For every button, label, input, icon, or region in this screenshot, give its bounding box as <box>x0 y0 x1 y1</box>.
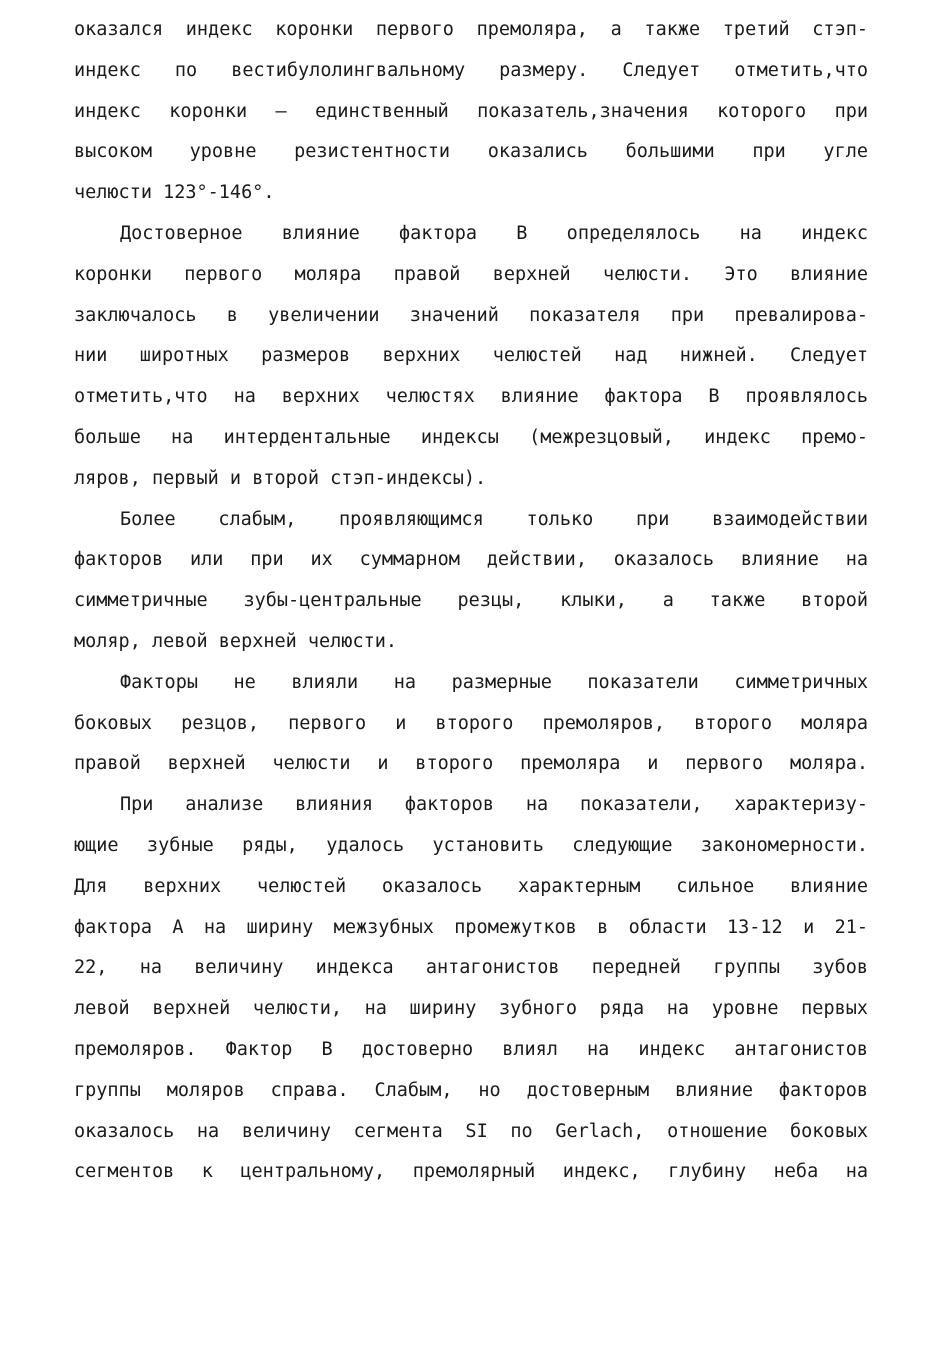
text-line: премоляров. Фактор В достоверно влиял на индекс антагонистов <box>74 1038 868 1060</box>
text-line: боковых резцов, первого и второго премоляров, второго моляра <box>74 712 868 734</box>
paragraph-1 <box>74 10 868 214</box>
text-line: При анализе влияния факторов на показатели, характеризу- <box>120 794 868 816</box>
text-line: челюсти 123°-146°. <box>74 182 275 204</box>
paragraph-4 <box>74 663 868 785</box>
text-line: правой верхней челюсти и второго премоляра и первого моляра. <box>74 753 868 775</box>
paragraph-3 <box>74 500 868 663</box>
text-line: левой верхней челюсти, на ширину зубного ряда на уровне первых <box>74 998 868 1020</box>
text-line: индекс коронки – единственный показатель,значения которого при <box>74 100 868 122</box>
text-line: оказалось на величину сегмента SI по Gerlach, отношение боковых <box>74 1120 868 1142</box>
text-line: Факторы не влияли на размерные показатели симметричных <box>120 671 868 693</box>
text-line: моляр, левой верхней челюсти. <box>74 630 398 652</box>
document-page <box>74 10 868 1193</box>
text-line: отметить,что на верхних челюстях влияние фактора В проявлялось <box>74 386 868 408</box>
text-line: сегментов к центральному, премолярный индекс, глубину неба на <box>74 1161 868 1183</box>
text-line: симметричные зубы-центральные резцы, клыки, а также второй <box>74 590 868 612</box>
text-line: ющие зубные ряды, удалось установить следующие закономерности. <box>74 834 868 856</box>
text-line: Более слабым, проявляющимся только при взаимодействии <box>120 508 868 530</box>
text-line: ляров, первый и второй стэп-индексы). <box>74 467 487 489</box>
text-line: группы моляров справа. Слабым, но достоверным влияние факторов <box>74 1079 868 1101</box>
paragraph-5 <box>74 785 868 1193</box>
paragraph-2 <box>74 214 868 500</box>
text-line: заключалось в увеличении значений показателя при превалирова- <box>74 304 868 326</box>
text-line: факторов или при их суммарном действии, оказалось влияние на <box>74 549 868 571</box>
text-line: 22, на величину индекса антагонистов передней группы зубов <box>74 957 868 979</box>
text-line: Достоверное влияние фактора В определялось на индекс <box>120 222 868 244</box>
text-line: индекс по вестибулолингвальному размеру. Следует отметить,что <box>74 59 868 81</box>
text-line: больше на интердентальные индексы (межрезцовый, индекс премо- <box>74 426 868 448</box>
text-line: высоком уровне резистентности оказались большими при угле <box>74 141 868 163</box>
text-line: Для верхних челюстей оказалось характерным сильное влияние <box>74 875 868 897</box>
text-line: коронки первого моляра правой верхней челюсти. Это влияние <box>74 263 868 285</box>
text-line: нии широтных размеров верхних челюстей над нижней. Следует <box>74 345 868 367</box>
text-line: фактора А на ширину межзубных промежутков в области 13-12 и 21- <box>74 916 868 938</box>
text-line: оказался индекс коронки первого премоляра, а также третий стэп- <box>74 19 868 40</box>
